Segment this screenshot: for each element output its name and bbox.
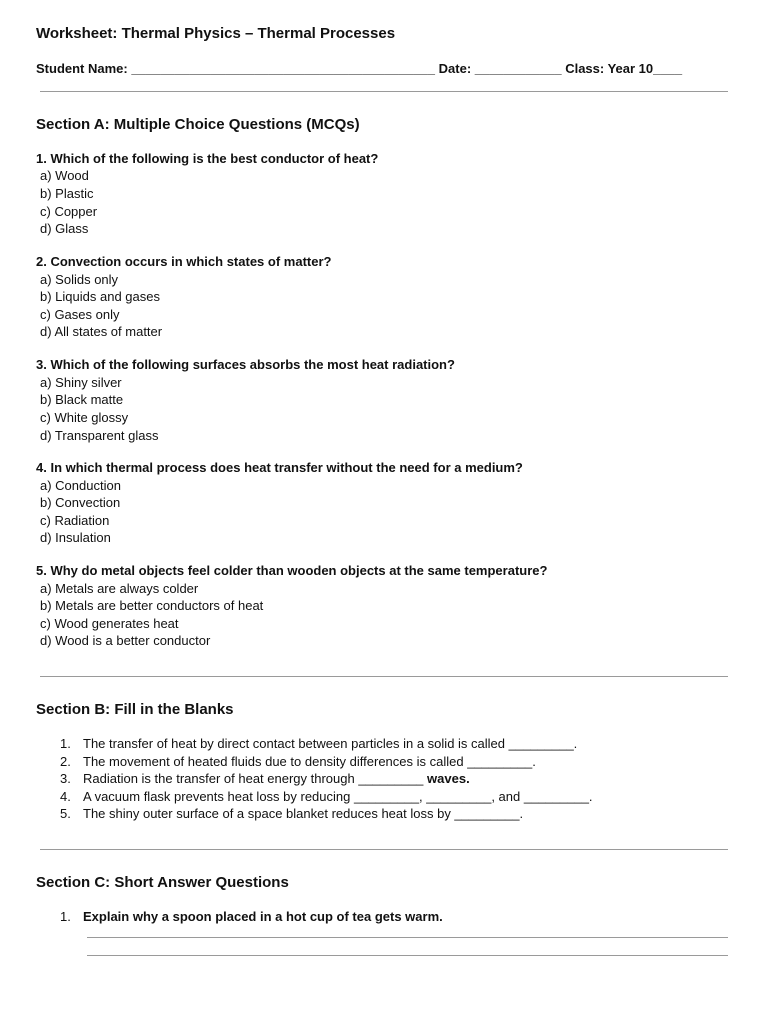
item-number: 1. (60, 909, 71, 924)
mcq-question-5: 5. Why do metal objects feel colder than wooden objects at the same temperature? (36, 563, 548, 578)
mcq-question-4: 4. In which thermal process does heat transfer without the need for a medium? (36, 460, 523, 475)
mcq-1-option-b: b) Plastic (40, 186, 94, 201)
mcq-3-option-b: b) Black matte (40, 392, 124, 407)
student-name-label: Student Name: (36, 61, 128, 76)
mcq-4-option-c: c) Radiation (40, 513, 110, 528)
mcq-question-3: 3. Which of the following surfaces absorbs the most heat radiation? (36, 357, 455, 372)
item-number: 3. (60, 771, 71, 786)
mcq-5-option-a: a) Metals are always colder (40, 581, 199, 596)
divider-header (40, 91, 728, 92)
student-name-blank: __________________________________________ (131, 61, 436, 76)
mcq-5-option-d: d) Wood is a better conductor (40, 633, 211, 648)
section-c-heading: Section C: Short Answer Questions (36, 874, 289, 891)
mcq-3-option-a: a) Shiny silver (40, 375, 122, 390)
date-blank: ____________ (474, 61, 562, 76)
fill-blank-item (60, 736, 577, 751)
student-info-line (36, 61, 682, 76)
mcq-3-option-d: d) Transparent glass (40, 428, 159, 443)
item-text: The movement of heated fluids due to density differences is called _________. (83, 754, 536, 769)
divider-section-b (40, 849, 728, 850)
mcq-2-option-a: a) Solids only (40, 272, 119, 287)
section-b-heading: Section B: Fill in the Blanks (36, 701, 234, 718)
fill-blank-item (60, 771, 470, 786)
item-text: Radiation is the transfer of heat energy through _________ (83, 771, 428, 786)
item-number: 5. (60, 806, 71, 821)
mcq-5-option-b: b) Metals are better conductors of heat (40, 598, 264, 613)
divider-section-a (40, 676, 728, 677)
mcq-4-option-a: a) Conduction (40, 478, 121, 493)
mcq-4-option-b: b) Convection (40, 495, 121, 510)
mcq-5-option-c: c) Wood generates heat (40, 616, 179, 631)
mcq-1-option-c: c) Copper (40, 204, 98, 219)
date-label: Date: (438, 61, 472, 76)
mcq-question-2: 2. Convection occurs in which states of matter? (36, 254, 332, 269)
mcq-4-option-d: d) Insulation (40, 530, 111, 545)
short-answer-question (60, 909, 443, 924)
item-number: 2. (60, 754, 71, 769)
mcq-2-option-c: c) Gases only (40, 307, 120, 322)
fill-blank-item (60, 789, 593, 804)
mcq-1-option-a: a) Wood (40, 168, 89, 183)
mcq-3-option-c: c) White glossy (40, 410, 129, 425)
answer-line (87, 955, 728, 956)
item-text: The transfer of heat by direct contact between particles in a solid is called _________. (83, 736, 578, 751)
item-text: Explain why a spoon placed in a hot cup of tea gets warm. (83, 909, 443, 924)
fill-blank-item (60, 754, 536, 769)
mcq-1-option-d: d) Glass (40, 221, 89, 236)
answer-line (87, 937, 728, 938)
item-text: The shiny outer surface of a space blanket reduces heat loss by _________. (83, 806, 524, 821)
item-number: 1. (60, 736, 71, 751)
mcq-2-option-d: d) All states of matter (40, 324, 163, 339)
section-a-heading: Section A: Multiple Choice Questions (MCQs) (36, 116, 360, 133)
class-label: Class: Year 10____ (565, 61, 683, 76)
item-number: 4. (60, 789, 71, 804)
mcq-question-1: 1. Which of the following is the best conductor of heat? (36, 151, 379, 166)
item-text: A vacuum flask prevents heat loss by reducing _________, _________, and _________. (83, 789, 593, 804)
mcq-2-option-b: b) Liquids and gases (40, 289, 160, 304)
item-bold-text: waves. (427, 771, 470, 786)
fill-blank-item (60, 806, 523, 821)
worksheet-title: Worksheet: Thermal Physics – Thermal Processes (36, 25, 396, 42)
